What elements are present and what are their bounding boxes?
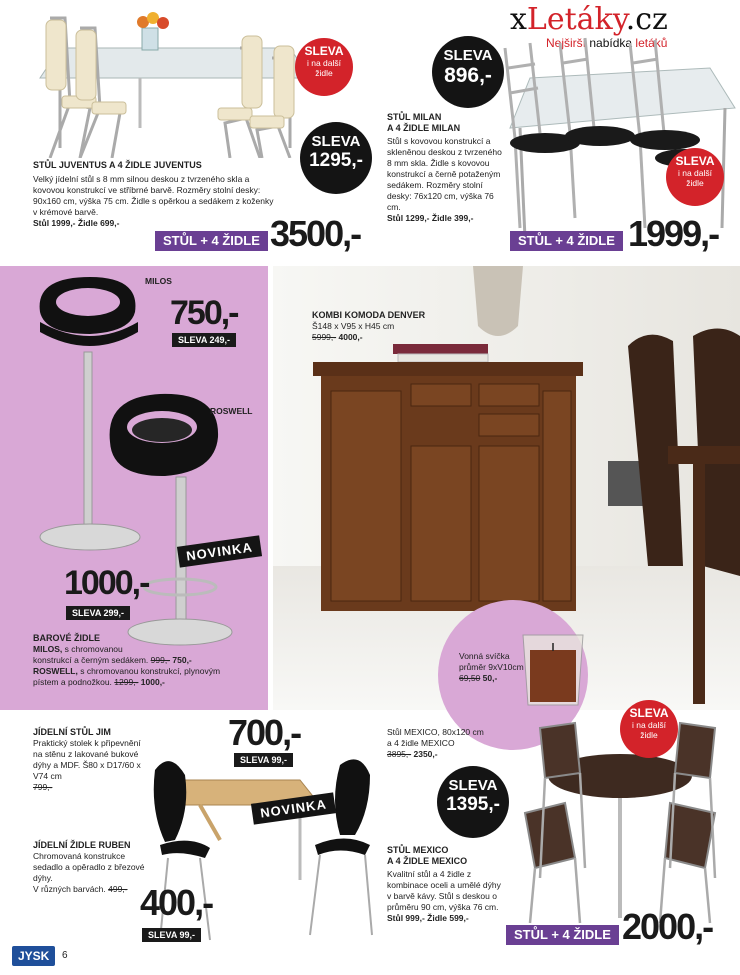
milan-prices: Stůl 1299,- Židle 399,- [387,213,474,223]
mexico-top-line-2: a 4 židle MEXICO [387,738,455,748]
ruben-desc: Chromovaná konstrukce sedadlo a opěradlo z březové dýhy. [33,851,145,883]
watermark-brand: Letáky [526,2,626,37]
sleva-value: 1295,- [309,150,363,171]
badge-line: SLEVA [304,44,344,58]
mexico-title-1: STŮL MEXICO [387,845,449,855]
milos-sleva: SLEVA 249,- [172,333,236,347]
jim-price: 700,- [228,712,301,753]
ruben-sleva: SLEVA 99,- [142,928,201,942]
page-number: 6 [62,950,68,961]
juventus-title: STŮL JUVENTUS A 4 ŽIDLE JUVENTUS [33,160,202,170]
sleva-label: SLEVA [448,777,498,794]
mexico-sleva-badge [437,766,509,838]
roswell-label: ROSWELL [210,406,253,416]
watermark-tagline-red: Nejširší [546,36,587,50]
milan-combo-label: STŮL + 4 ŽIDLE [510,231,623,251]
jysk-logo-text: JYSK [18,949,50,963]
candle-photo [518,615,588,710]
badge-line: židle [686,178,704,188]
candle-new-price: 50,- [482,673,498,683]
sleva-value: 896,- [444,64,492,87]
mexico-combo-label: STŮL + 4 ŽIDLE [506,925,619,945]
roswell-desc-2: pístem a podnožkou. [33,677,112,687]
jim-sleva: SLEVA 99,- [234,753,293,767]
milos-desc-2: konstrukcí a černým sedákem. [33,655,149,665]
ruben-text [33,840,153,895]
sleva-label: SLEVA [443,47,493,64]
roswell-old-price: 1299,- [114,677,139,687]
jim-text [33,727,151,793]
ruben-price: 400,- [140,882,213,923]
juventus-photo [20,8,320,158]
milan-price: 1999,- [628,213,719,254]
watermark-prefix: x [510,2,527,37]
barstools-title: BAROVÉ ŽIDLE [33,633,101,643]
milos-price: 750,- [170,294,238,332]
milos-old-price: 999,- [150,655,171,665]
roswell-price: 1000,- [64,564,149,602]
juventus-price: 3500,- [270,213,361,254]
jysk-logo [12,946,55,966]
milan-sleva-badge [432,36,504,108]
milan-desc: Stůl s kovovou konstrukcí a skleněnou deskou z tvrzeného 8 mm skla. Židle s kovovou konstrukcí a černě potaženým sedákem. Rozměry stolní desky: 76x120 cm, výška 76 cm. [387,136,502,212]
denver-new-price: 4000,- [338,332,363,342]
juventus-text [33,160,278,229]
barstools-novinka-badge: NOVINKA [177,535,262,567]
roswell-desc-1: s chromovanou konstrukcí, plynovým [77,666,221,676]
roswell-name: ROSWELL, [33,666,78,676]
mexico-top-old-price: 3895,- [387,749,412,759]
juventus-desc: Velký jídelní stůl s 8 mm silnou deskou z tvrzeného skla a kovovou konstrukcí ve stříbrné barvě. Rozměry stolní desky: 90x160 cm, výška 75 cm. Židle s opěrkou a sedákem z koženky v krémové barvě. [33,174,274,217]
milan-extra-discount-badge [666,148,724,206]
mexico-text [387,845,507,924]
candle-old-price: 69,50 [459,673,481,683]
mexico-title-2: A 4 ŽIDLE MEXICO [387,856,468,866]
mexico-top-line-1: Stůl MEXICO, 80x120 cm [387,727,484,737]
milos-name: MILOS, [33,644,63,654]
mexico-top-new-price: 2350,- [413,749,438,759]
juventus-prices: Stůl 1999,- Židle 699,- [33,218,120,228]
badge-line: i na další [306,58,342,68]
mexico-price: 2000,- [622,906,713,947]
denver-text [312,310,472,343]
watermark-tagline-end: letáků [635,36,668,50]
mexico-desc: Kvalitní stůl a 4 židle z kombinace oceli a umělé dýhy v barvě kávy. Stůl s deskou o průměru 90 cm, výška 76 cm. [387,869,501,912]
badge-line: i na další [677,168,713,178]
sleva-value: 1395,- [446,794,500,815]
milos-label: MILOS [145,276,172,286]
jim-novinka-badge: NOVINKA [251,792,336,824]
badge-line: i na další [631,720,667,730]
watermark-tagline-mid: nabídka [589,36,633,50]
jim-desc: Praktický stolek k připevnění na stěnu z lakované bukové dýhy a MDF. Š80 x D17/60 x V74 cm [33,738,141,781]
badge-line: židle [315,68,333,78]
barstools-text [33,633,268,688]
roswell-sleva: SLEVA 299,- [66,606,130,620]
milos-new-price: 750,- [172,655,192,665]
badge-line: SLEVA [629,706,669,720]
ruben-old-price: 499,- [108,884,128,894]
milos-desc-1: s chromovanou [62,644,123,654]
badge-line: SLEVA [675,154,715,168]
denver-old-price: 5999,- [312,332,337,342]
denver-title: KOMBI KOMODA DENVER [312,310,426,320]
jim-title: JÍDELNÍ STŮL JIM [33,727,111,737]
mexico-extra-discount-badge [620,700,678,758]
candle-line-2: průměr 9xV10cm [459,662,524,672]
roswell-new-price: 1000,- [140,677,165,687]
ruben-title: JÍDELNÍ ŽIDLE RUBEN [33,840,131,850]
mexico-prices: Stůl 999,- Židle 599,- [387,913,469,923]
jim-old-price: 799,- [33,782,53,792]
milan-title-1: STŮL MILAN [387,112,442,122]
badge-line: židle [640,730,658,740]
juventus-combo-label: STŮL + 4 ŽIDLE [155,231,268,251]
juventus-sleva-badge [300,122,372,194]
juventus-extra-discount-badge [295,38,353,96]
sleva-label: SLEVA [311,133,361,150]
ruben-colors: V různých barvách. [33,884,106,894]
candle-line-1: Vonná svíčka [459,651,510,661]
milan-text [387,112,502,224]
denver-dims: Š148 x V95 x H45 cm [312,321,395,331]
watermark-suffix: .cz [625,2,668,37]
milan-title-2: A 4 ŽIDLE MILAN [387,123,461,133]
mexico-top-text [387,727,517,760]
